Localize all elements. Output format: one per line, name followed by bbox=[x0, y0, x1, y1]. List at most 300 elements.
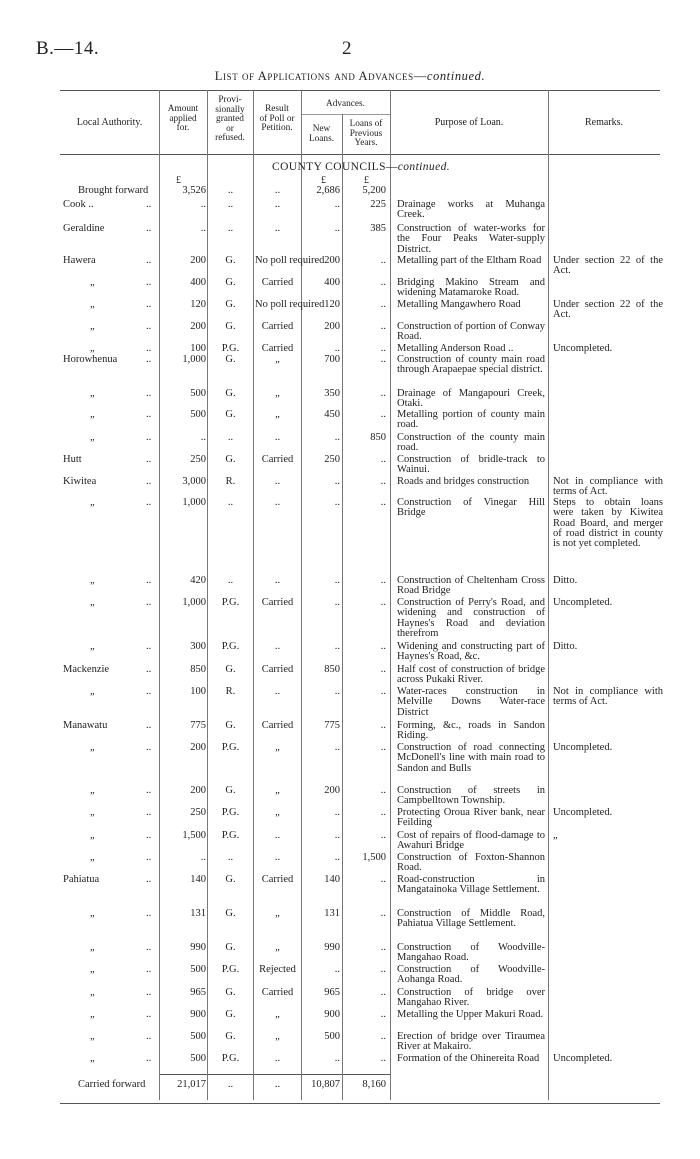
cell-amount: 120 bbox=[190, 299, 206, 310]
cell-new-loans: 775 bbox=[324, 720, 340, 731]
cell-purpose: Erection of bridge over Tiraumea River at Makairo. bbox=[397, 1031, 545, 1053]
total-rule bbox=[160, 1074, 391, 1075]
leader-dots: .. bbox=[146, 454, 152, 465]
cell-new-loans: .. bbox=[334, 343, 340, 354]
cell-provisional: G. bbox=[225, 388, 236, 399]
cell-result: Carried bbox=[261, 454, 294, 465]
cell-new-loans: 350 bbox=[324, 388, 340, 399]
cell-prev-loans: 385 bbox=[370, 223, 386, 234]
cell-prev-loans: .. bbox=[380, 686, 386, 697]
leader-dots: .. bbox=[146, 641, 152, 652]
cell-purpose: Construction of Perry's Road, and widening and construction of Haynes's Road and deviation therefrom bbox=[397, 597, 545, 639]
cell-purpose: Roads and bridges construction bbox=[397, 476, 530, 487]
cell-new-loans: 10,807 bbox=[311, 1079, 340, 1090]
cell-provisional: .. bbox=[227, 852, 234, 863]
cell-authority: Pahiatua bbox=[63, 874, 100, 885]
cell-provisional: P.G. bbox=[221, 964, 240, 975]
col-header-prev-loans: Loans of Previous Years. bbox=[349, 119, 383, 149]
cell-authority: „ bbox=[90, 686, 95, 697]
cell-authority: „ bbox=[90, 497, 95, 508]
cell-provisional: G. bbox=[225, 454, 236, 465]
cell-amount: 3,000 bbox=[182, 476, 206, 487]
cell-prev-loans: 850 bbox=[370, 432, 386, 443]
col-divider bbox=[207, 90, 208, 1100]
cell-authority: „ bbox=[90, 321, 95, 332]
cell-purpose: Road-construction in Mangatainoka Village Settlement. bbox=[397, 874, 545, 896]
cell-result: „ bbox=[275, 1031, 280, 1042]
cell-amount: 500 bbox=[190, 388, 206, 399]
leader-dots: .. bbox=[146, 1031, 152, 1042]
cell-result: Carried bbox=[261, 597, 294, 608]
cell-amount: 1,000 bbox=[182, 497, 206, 508]
cell-result: .. bbox=[274, 223, 281, 234]
cell-provisional: G. bbox=[225, 299, 236, 310]
cell-provisional: G. bbox=[225, 785, 236, 796]
leader-dots: .. bbox=[146, 852, 152, 863]
col-header-remarks: Remarks. bbox=[584, 117, 624, 128]
cell-new-loans: .. bbox=[334, 1053, 340, 1064]
cell-amount: 1,500 bbox=[182, 830, 206, 841]
cell-result: „ bbox=[275, 1009, 280, 1020]
cell-amount: 420 bbox=[190, 575, 206, 586]
cell-authority: „ bbox=[90, 299, 95, 310]
cell-provisional: P.G. bbox=[221, 641, 240, 652]
cell-amount: 300 bbox=[190, 641, 206, 652]
cell-new-loans: 700 bbox=[324, 354, 340, 365]
cell-remarks: Not in compliance with terms of Act. bbox=[553, 476, 663, 498]
cell-new-loans: .. bbox=[334, 852, 340, 863]
leader-dots: .. bbox=[146, 575, 152, 586]
cell-authority: „ bbox=[90, 1053, 95, 1064]
col-divider bbox=[342, 114, 343, 1100]
leader-dots: .. bbox=[146, 597, 152, 608]
col-header-new-loans: New Loans. bbox=[308, 124, 335, 144]
cell-result: Carried bbox=[261, 720, 294, 731]
currency-symbol: £ bbox=[364, 175, 369, 186]
cell-new-loans: 200 bbox=[324, 321, 340, 332]
cell-purpose: Water-races construction in Melville Downs Water-race District bbox=[397, 686, 545, 718]
cell-new-loans: 200 bbox=[324, 785, 340, 796]
cell-new-loans: .. bbox=[334, 497, 340, 508]
header-bottom-rule bbox=[60, 154, 660, 155]
cell-prev-loans: .. bbox=[380, 497, 386, 508]
cell-amount: 250 bbox=[190, 454, 206, 465]
cell-provisional: .. bbox=[227, 223, 234, 234]
section-heading: COUNTY COUNCILS—continued. bbox=[272, 161, 451, 173]
leader-dots: .. bbox=[146, 1053, 152, 1064]
cell-result: No poll required bbox=[255, 255, 325, 266]
cell-provisional: G. bbox=[225, 354, 236, 365]
cell-remarks: Under section 22 of the Act. bbox=[553, 255, 663, 277]
leader-dots: .. bbox=[146, 321, 152, 332]
currency-symbol: £ bbox=[176, 175, 181, 186]
cell-purpose: Metalling the Upper Makuri Road. bbox=[397, 1009, 544, 1020]
cell-provisional: G. bbox=[225, 874, 236, 885]
cell-result: „ bbox=[275, 785, 280, 796]
cell-authority: Kiwitea bbox=[63, 476, 97, 487]
leader-dots: .. bbox=[146, 785, 152, 796]
cell-prev-loans: .. bbox=[380, 742, 386, 753]
cell-authority: Geraldine bbox=[63, 223, 105, 234]
cell-new-loans: .. bbox=[334, 575, 340, 586]
col-header-amount: Amount applied for. bbox=[167, 104, 199, 134]
cell-amount: 140 bbox=[190, 874, 206, 885]
cell-prev-loans: .. bbox=[380, 720, 386, 731]
cell-prev-loans: 5,200 bbox=[362, 185, 386, 196]
cell-purpose: Construction of Woodville-Mangahao Road. bbox=[397, 942, 545, 964]
leader-dots: .. bbox=[146, 223, 152, 234]
cell-authority: „ bbox=[90, 432, 95, 443]
cell-purpose: Construction of road connecting McDonell's line with main road to Sandon and Bulls bbox=[397, 742, 545, 774]
cell-amount: 200 bbox=[190, 785, 206, 796]
cell-authority: „ bbox=[90, 964, 95, 975]
cell-prev-loans: .. bbox=[380, 942, 386, 953]
cell-purpose: Metalling Mangawhero Road bbox=[397, 299, 521, 310]
cell-provisional: P.G. bbox=[221, 597, 240, 608]
cell-result: „ bbox=[275, 388, 280, 399]
cell-provisional: R. bbox=[225, 476, 236, 487]
cell-new-loans: .. bbox=[334, 686, 340, 697]
cell-result: .. bbox=[274, 199, 281, 210]
cell-prev-loans: .. bbox=[380, 785, 386, 796]
cell-new-loans: .. bbox=[334, 476, 340, 487]
cell-new-loans: 850 bbox=[324, 664, 340, 675]
cell-purpose: Construction of the county main road. bbox=[397, 432, 545, 454]
cell-provisional: .. bbox=[227, 575, 234, 586]
cell-authority: „ bbox=[90, 277, 95, 288]
cell-amount: 200 bbox=[190, 321, 206, 332]
col-divider bbox=[253, 90, 254, 1100]
cell-remarks: Uncompleted. bbox=[553, 343, 613, 354]
cell-provisional: .. bbox=[227, 432, 234, 443]
leader-dots: .. bbox=[146, 987, 152, 998]
cell-prev-loans: .. bbox=[380, 664, 386, 675]
leader-dots: .. bbox=[146, 199, 152, 210]
cell-authority: „ bbox=[90, 575, 95, 586]
cell-purpose: Drainage of Mangapouri Creek, Otaki. bbox=[397, 388, 545, 410]
cell-authority: Carried forward bbox=[78, 1079, 146, 1090]
cell-provisional: G. bbox=[225, 987, 236, 998]
document-reference: B.—14. bbox=[36, 38, 100, 59]
cell-purpose: Half cost of construction of bridge across Pukaki River. bbox=[397, 664, 545, 686]
cell-remarks: Steps to obtain loans were taken by Kiwitea Road Board, and merger of road district in county is not yet completed. bbox=[553, 497, 663, 550]
cell-result: Carried bbox=[261, 321, 294, 332]
cell-new-loans: 131 bbox=[324, 908, 340, 919]
cell-amount: 131 bbox=[190, 908, 206, 919]
cell-result: .. bbox=[274, 852, 281, 863]
cell-purpose: Construction of bridle-track to Wainui. bbox=[397, 454, 545, 476]
cell-result: .. bbox=[274, 432, 281, 443]
cell-authority: „ bbox=[90, 1009, 95, 1020]
cell-new-loans: .. bbox=[334, 742, 340, 753]
cell-new-loans: 140 bbox=[324, 874, 340, 885]
cell-provisional: G. bbox=[225, 720, 236, 731]
cell-amount: 850 bbox=[190, 664, 206, 675]
cell-purpose: Forming, &c., roads in Sandon Riding. bbox=[397, 720, 545, 742]
cell-purpose: Drainage works at Muhanga Creek. bbox=[397, 199, 545, 221]
cell-prev-loans: .. bbox=[380, 321, 386, 332]
cell-amount: 250 bbox=[190, 807, 206, 818]
cell-authority: „ bbox=[90, 908, 95, 919]
cell-result: .. bbox=[274, 497, 281, 508]
cell-remarks: Ditto. bbox=[553, 575, 578, 586]
cell-provisional: .. bbox=[227, 199, 234, 210]
cell-authority: „ bbox=[90, 852, 95, 863]
col-header-provisional: Provi- sionally granted or refused. bbox=[215, 95, 245, 144]
leader-dots: .. bbox=[146, 742, 152, 753]
cell-amount: 500 bbox=[190, 964, 206, 975]
cell-new-loans: 400 bbox=[324, 277, 340, 288]
cell-new-loans: 450 bbox=[324, 409, 340, 420]
cell-amount: 200 bbox=[190, 742, 206, 753]
cell-amount: .. bbox=[200, 852, 206, 863]
cell-result: No poll required bbox=[255, 299, 325, 310]
cell-result: .. bbox=[274, 476, 281, 487]
cell-result: Carried bbox=[261, 277, 294, 288]
cell-provisional: R. bbox=[225, 686, 236, 697]
leader-dots: .. bbox=[146, 388, 152, 399]
cell-authority: Manawatu bbox=[63, 720, 108, 731]
cell-new-loans: .. bbox=[334, 964, 340, 975]
cell-amount: 21,017 bbox=[177, 1079, 206, 1090]
cell-remarks: Ditto. bbox=[553, 641, 578, 652]
cell-prev-loans: .. bbox=[380, 255, 386, 266]
cell-provisional: G. bbox=[225, 664, 236, 675]
cell-result: „ bbox=[275, 409, 280, 420]
leader-dots: .. bbox=[146, 476, 152, 487]
cell-prev-loans: .. bbox=[380, 476, 386, 487]
cell-authority: „ bbox=[90, 641, 95, 652]
cell-result: „ bbox=[275, 807, 280, 818]
cell-provisional: G. bbox=[225, 1009, 236, 1020]
leader-dots: .. bbox=[146, 354, 152, 365]
cell-prev-loans: .. bbox=[380, 987, 386, 998]
cell-provisional: P.G. bbox=[221, 343, 240, 354]
cell-new-loans: .. bbox=[334, 807, 340, 818]
col-header-purpose: Purpose of Loan. bbox=[434, 117, 504, 128]
cell-result: .. bbox=[274, 1053, 281, 1064]
cell-provisional: G. bbox=[225, 321, 236, 332]
cell-provisional: P.G. bbox=[221, 830, 240, 841]
cell-prev-loans: .. bbox=[380, 597, 386, 608]
cell-purpose: Metalling part of the Eltham Road bbox=[397, 255, 542, 266]
cell-authority: „ bbox=[90, 597, 95, 608]
cell-new-loans: 990 bbox=[324, 942, 340, 953]
leader-dots: .. bbox=[146, 942, 152, 953]
cell-purpose: Cost of repairs of flood-damage to Awahuri Bridge bbox=[397, 830, 545, 852]
cell-authority: „ bbox=[90, 409, 95, 420]
cell-purpose: Construction of portion of Conway Road. bbox=[397, 321, 545, 343]
leader-dots: .. bbox=[146, 409, 152, 420]
col-header-result: Result of Poll or Petition. bbox=[259, 104, 295, 134]
leader-dots: .. bbox=[146, 908, 152, 919]
cell-authority: „ bbox=[90, 942, 95, 953]
cell-purpose: Construction of Foxton-Shannon Road. bbox=[397, 852, 545, 874]
cell-authority: „ bbox=[90, 785, 95, 796]
table-top-rule bbox=[60, 90, 660, 91]
cell-purpose: Construction of Middle Road, Pahiatua Village Settlement. bbox=[397, 908, 545, 930]
page-number: 2 bbox=[342, 38, 352, 59]
cell-amount: 400 bbox=[190, 277, 206, 288]
cell-provisional: .. bbox=[227, 497, 234, 508]
cell-remarks: Uncompleted. bbox=[553, 597, 613, 608]
cell-purpose: Widening and constructing part of Haynes's Road, &c. bbox=[397, 641, 545, 663]
cell-prev-loans: .. bbox=[380, 641, 386, 652]
cell-remarks: Uncompleted. bbox=[553, 742, 613, 753]
cell-new-loans: .. bbox=[334, 597, 340, 608]
cell-prev-loans: .. bbox=[380, 454, 386, 465]
cell-provisional: .. bbox=[227, 185, 234, 196]
cell-result: „ bbox=[275, 908, 280, 919]
cell-result: Rejected bbox=[259, 964, 296, 975]
cell-authority: Cook .. bbox=[63, 199, 94, 210]
leader-dots: .. bbox=[146, 664, 152, 675]
col-divider bbox=[301, 90, 302, 1100]
cell-prev-loans: .. bbox=[380, 575, 386, 586]
cell-authority: „ bbox=[90, 987, 95, 998]
cell-result: .. bbox=[274, 641, 281, 652]
col-divider bbox=[390, 90, 391, 1100]
cell-purpose: Metalling portion of county main road. bbox=[397, 409, 545, 431]
cell-provisional: P.G. bbox=[221, 1053, 240, 1064]
cell-new-loans: 965 bbox=[324, 987, 340, 998]
cell-provisional: P.G. bbox=[221, 807, 240, 818]
cell-result: Carried bbox=[261, 664, 294, 675]
cell-prev-loans: 225 bbox=[370, 199, 386, 210]
cell-prev-loans: 1,500 bbox=[362, 852, 386, 863]
cell-purpose: Formation of the Ohinereita Road bbox=[397, 1053, 540, 1064]
cell-provisional: G. bbox=[225, 277, 236, 288]
cell-result: .. bbox=[274, 830, 281, 841]
currency-symbol: £ bbox=[321, 175, 326, 186]
cell-result: Carried bbox=[261, 874, 294, 885]
cell-amount: 900 bbox=[190, 1009, 206, 1020]
cell-purpose: Metalling Anderson Road .. bbox=[397, 343, 514, 354]
cell-provisional: G. bbox=[225, 1031, 236, 1042]
leader-dots: .. bbox=[146, 277, 152, 288]
leader-dots: .. bbox=[146, 964, 152, 975]
cell-amount: .. bbox=[200, 223, 206, 234]
cell-amount: 200 bbox=[190, 255, 206, 266]
leader-dots: .. bbox=[146, 874, 152, 885]
advances-rule bbox=[302, 114, 391, 115]
leader-dots: .. bbox=[146, 807, 152, 818]
cell-amount: 500 bbox=[190, 1053, 206, 1064]
cell-prev-loans: .. bbox=[380, 1053, 386, 1064]
cell-result: .. bbox=[274, 1079, 281, 1090]
cell-result: .. bbox=[274, 185, 281, 196]
leader-dots: .. bbox=[146, 299, 152, 310]
cell-provisional: G. bbox=[225, 409, 236, 420]
cell-result: Carried bbox=[261, 987, 294, 998]
cell-purpose: Construction of streets in Campbelltown Township. bbox=[397, 785, 545, 807]
cell-prev-loans: .. bbox=[380, 1031, 386, 1042]
cell-provisional: G. bbox=[225, 942, 236, 953]
cell-purpose: Construction of Vinegar Hill Bridge bbox=[397, 497, 545, 519]
cell-result: „ bbox=[275, 742, 280, 753]
cell-new-loans: .. bbox=[334, 432, 340, 443]
cell-purpose: Bridging Makino Stream and widening Matamaroke Road. bbox=[397, 277, 545, 299]
cell-new-loans: .. bbox=[334, 641, 340, 652]
cell-new-loans: 900 bbox=[324, 1009, 340, 1020]
table-bottom-rule bbox=[60, 1103, 660, 1104]
cell-provisional: G. bbox=[225, 255, 236, 266]
cell-amount: 500 bbox=[190, 409, 206, 420]
cell-amount: 100 bbox=[190, 343, 206, 354]
col-divider bbox=[159, 90, 160, 1100]
cell-authority: Brought forward bbox=[78, 185, 149, 196]
cell-purpose: Construction of bridge over Mangahao River. bbox=[397, 987, 545, 1009]
col-divider bbox=[548, 90, 549, 1100]
cell-amount: 500 bbox=[190, 1031, 206, 1042]
leader-dots: .. bbox=[146, 432, 152, 443]
cell-new-loans: 500 bbox=[324, 1031, 340, 1042]
cell-new-loans: 200 bbox=[324, 255, 340, 266]
cell-new-loans: .. bbox=[334, 830, 340, 841]
cell-result: .. bbox=[274, 686, 281, 697]
cell-purpose: Construction of Cheltenham Cross Road Bridge bbox=[397, 575, 545, 597]
cell-prev-loans: .. bbox=[380, 277, 386, 288]
cell-result: Carried bbox=[261, 343, 294, 354]
cell-remarks: „ bbox=[553, 830, 558, 841]
cell-authority: „ bbox=[90, 1031, 95, 1042]
cell-result: „ bbox=[275, 942, 280, 953]
cell-authority: „ bbox=[90, 807, 95, 818]
cell-prev-loans: .. bbox=[380, 807, 386, 818]
cell-prev-loans: .. bbox=[380, 354, 386, 365]
leader-dots: .. bbox=[146, 830, 152, 841]
cell-prev-loans: .. bbox=[380, 299, 386, 310]
cell-remarks: Uncompleted. bbox=[553, 1053, 613, 1064]
cell-result: .. bbox=[274, 575, 281, 586]
cell-amount: .. bbox=[200, 199, 206, 210]
cell-prev-loans: .. bbox=[380, 1009, 386, 1020]
cell-remarks: Uncompleted. bbox=[553, 807, 613, 818]
cell-new-loans: 250 bbox=[324, 454, 340, 465]
cell-authority: Hawera bbox=[63, 255, 96, 266]
leader-dots: .. bbox=[146, 1009, 152, 1020]
cell-authority: „ bbox=[90, 388, 95, 399]
cell-authority: Mackenzie bbox=[63, 664, 110, 675]
cell-prev-loans: .. bbox=[380, 964, 386, 975]
cell-prev-loans: .. bbox=[380, 830, 386, 841]
cell-remarks: Under section 22 of the Act. bbox=[553, 299, 663, 321]
cell-amount: 3,526 bbox=[182, 185, 206, 196]
cell-remarks: Not in compliance with terms of Act. bbox=[553, 686, 663, 708]
cell-provisional: .. bbox=[227, 1079, 234, 1090]
cell-provisional: P.G. bbox=[221, 742, 240, 753]
cell-amount: 990 bbox=[190, 942, 206, 953]
cell-new-loans: .. bbox=[334, 199, 340, 210]
cell-prev-loans: .. bbox=[380, 388, 386, 399]
cell-authority: „ bbox=[90, 343, 95, 354]
col-header-advances: Advances. bbox=[326, 99, 365, 109]
cell-authority: „ bbox=[90, 830, 95, 841]
cell-prev-loans: .. bbox=[380, 343, 386, 354]
page-title: List of Applications and Advances—continued. bbox=[214, 69, 486, 83]
cell-purpose: Construction of Woodville-Aohanga Road. bbox=[397, 964, 545, 986]
cell-authority: Horowhenua bbox=[63, 354, 118, 365]
cell-authority: „ bbox=[90, 742, 95, 753]
cell-prev-loans: .. bbox=[380, 874, 386, 885]
leader-dots: .. bbox=[146, 255, 152, 266]
col-header-authority: Local Authority. bbox=[76, 117, 143, 128]
cell-new-loans: .. bbox=[334, 223, 340, 234]
cell-purpose: Protecting Oroua River bank, near Feilding bbox=[397, 807, 545, 829]
cell-new-loans: 2,686 bbox=[316, 185, 340, 196]
cell-result: „ bbox=[275, 354, 280, 365]
cell-amount: 775 bbox=[190, 720, 206, 731]
